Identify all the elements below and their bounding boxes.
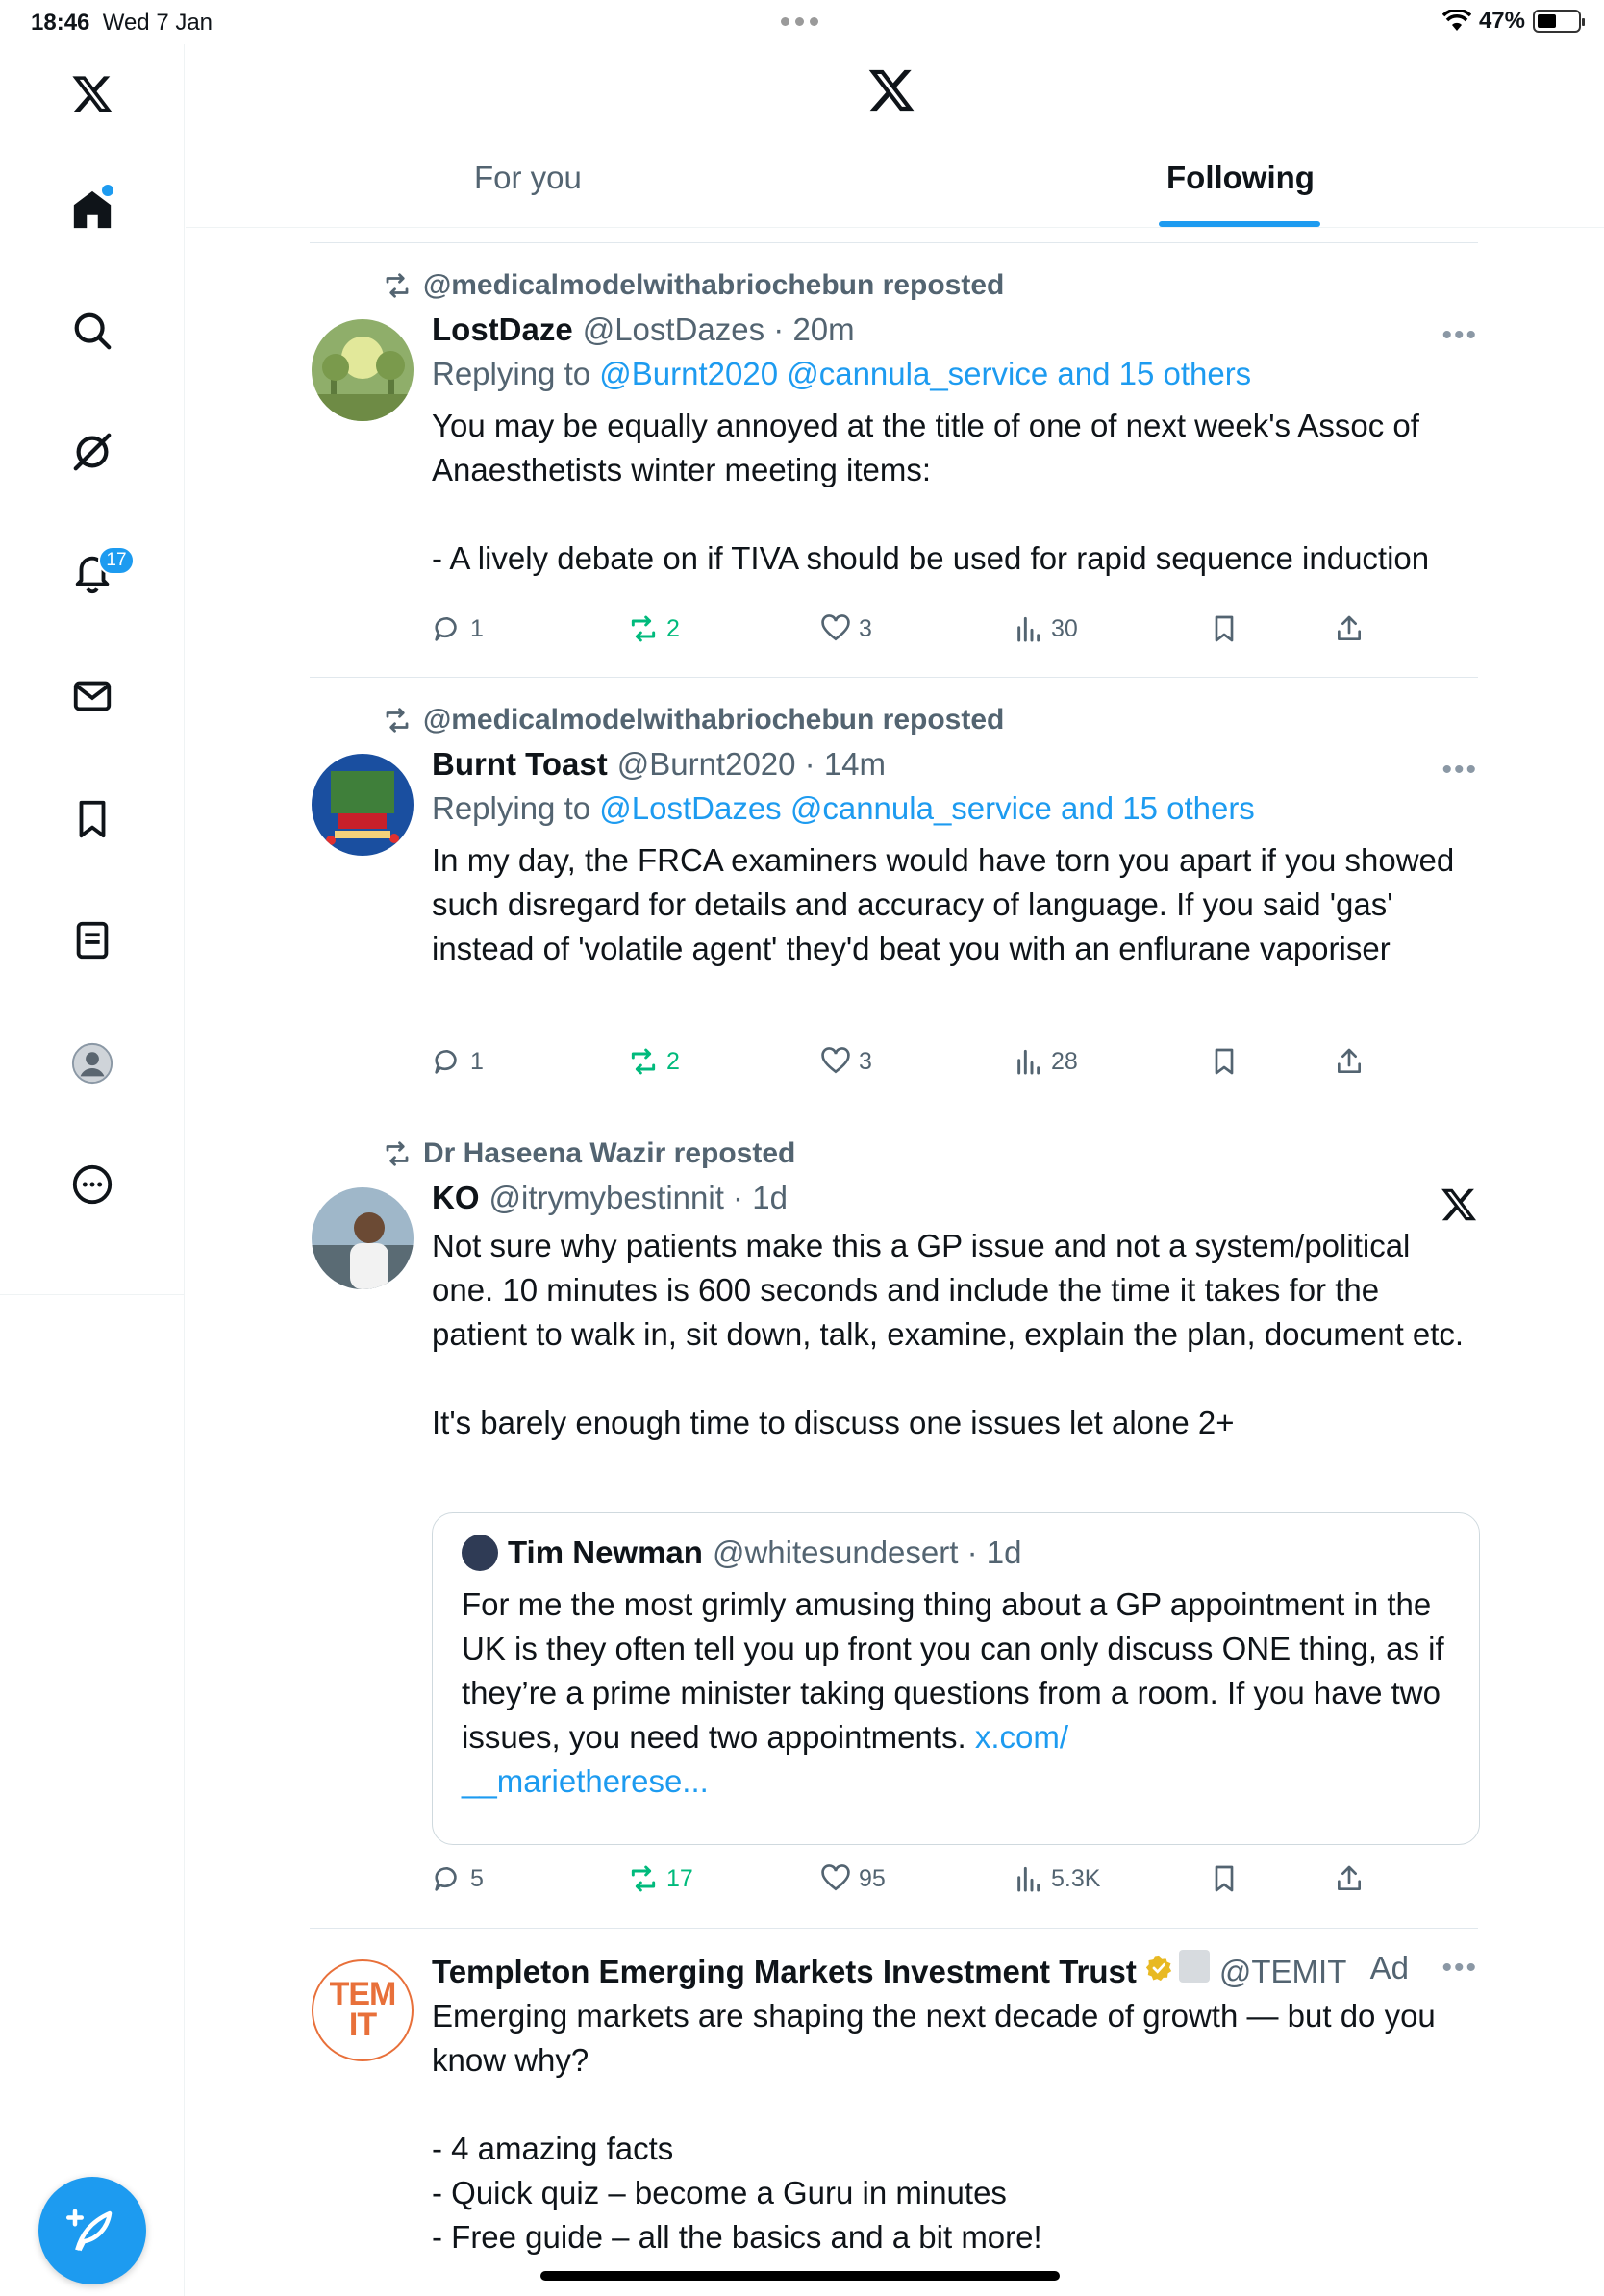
share-button[interactable] [1334,613,1365,644]
avatar[interactable] [312,1959,414,2061]
author-handle[interactable]: @TEMIT [1218,1954,1347,1989]
sidebar-divider [0,1294,185,1295]
advertiser-logo-text: TEM IT [329,1976,396,2043]
author-name[interactable]: KO [432,1180,480,1215]
reply-icon [432,613,463,644]
more-options-icon[interactable]: ••• [1441,754,1478,786]
x-logo-icon[interactable] [1440,1185,1478,1224]
bookmark-icon [1209,613,1240,644]
repost-icon [383,271,412,300]
status-time: 18:46 Wed 7 Jan [31,10,213,36]
reply-mentions-link[interactable]: @Burnt2020 @cannula_service and 15 others [599,356,1252,391]
post-text: Not sure why patients make this a GP issue and not a system/political one. 10 minutes is 600 seconds and include the time it takes for the patient to walk in, sit down, talk, examine, explain the plan, document etc. It's barely enough time to discuss one issues let alone 2+ [432,1228,1465,1440]
views-button[interactable]: 30 [1013,613,1078,644]
repost-button[interactable]: 17 [628,1863,693,1894]
more-options-icon[interactable]: ••• [1441,1952,1478,1984]
like-button[interactable]: 95 [820,1863,886,1894]
author-name[interactable]: LostDaze [432,312,573,347]
compose-post-button[interactable] [38,2177,146,2284]
lists-icon[interactable] [58,906,127,975]
affiliate-badge-icon [1179,1950,1210,1983]
heart-icon [820,1863,851,1894]
bookmark-button[interactable] [1209,1046,1240,1077]
reply-mentions-link[interactable]: @LostDazes @cannula_service and 15 others [599,790,1255,826]
author-name[interactable]: Templeton Emerging Markets Investment Trust [432,1954,1137,1989]
share-icon [1334,613,1365,644]
author-handle[interactable]: @itrymybestinnit · 1d [489,1180,788,1215]
post-text: In my day, the FRCA examiners would have torn you apart if you showed such disregard for details and accuracy of language. If you said 'gas' instead of 'volatile agent' they'd beat you with an enflurane vaporiser [432,842,1464,966]
quote-avatar [462,1535,498,1571]
repost-icon [628,1046,659,1077]
author-handle[interactable]: @Burnt2020 · 14m [616,746,887,782]
views-button[interactable]: 28 [1013,1046,1078,1077]
bookmark-button[interactable] [1209,613,1240,644]
wifi-icon [1442,10,1471,33]
reply-icon [432,1046,463,1077]
x-logo-icon[interactable] [58,60,127,129]
author-handle[interactable]: @LostDazes · 20m [582,312,855,347]
author-name[interactable]: Burnt Toast [432,746,608,782]
avatar[interactable] [312,319,414,421]
quoted-post[interactable] [432,1512,1480,1845]
post-text: Emerging markets are shaping the next decade of growth — but do you know why? - 4 amazing facts - Quick quiz – become a Guru in minutes - Free guide – all the basics and a bit more! [432,1998,1436,2255]
bookmark-icon [1209,1863,1240,1894]
bookmark-icon [1209,1046,1240,1077]
analytics-icon [1013,613,1043,644]
analytics-icon [1013,1863,1043,1894]
x-logo-icon [866,65,916,115]
post-divider [310,677,1478,678]
post-actions [432,1863,1393,1902]
home-unread-dot [102,185,113,196]
search-icon[interactable] [58,296,127,365]
messages-icon[interactable] [58,661,127,731]
repost-icon [383,1139,412,1168]
battery-percent: 47% [1478,8,1525,34]
analytics-icon [1013,1046,1043,1077]
multitasking-dots[interactable] [781,17,818,26]
feather-plus-icon [66,2205,118,2257]
battery-icon [1533,10,1581,33]
notifications-badge: 17 [98,546,135,575]
repost-indicator: @medicalmodelwithabriochebun reposted [383,269,1004,302]
repost-button[interactable]: 2 [628,1046,680,1077]
bookmark-button[interactable] [1209,1863,1240,1894]
share-icon [1334,1046,1365,1077]
views-button[interactable]: 5.3K [1013,1863,1100,1894]
status-right [1442,8,1581,35]
post-actions [432,1046,1393,1085]
quote-author-name: Tim Newman [508,1535,703,1570]
timeline-header [186,44,1604,228]
like-button[interactable]: 3 [820,613,872,644]
repost-indicator: @medicalmodelwithabriochebun reposted [383,704,1004,736]
repost-icon [628,1863,659,1894]
heart-icon [820,613,851,644]
reply-button[interactable]: 5 [432,1863,484,1894]
post-actions [432,613,1393,652]
repost-icon [383,706,412,735]
like-button[interactable]: 3 [820,1046,872,1077]
status-bar [0,0,1604,44]
avatar[interactable] [312,1187,414,1289]
share-icon [1334,1863,1365,1894]
home-icon[interactable] [58,175,127,244]
feed-divider [310,242,1478,243]
bookmarks-icon[interactable] [58,785,127,854]
reply-icon [432,1863,463,1894]
reply-button[interactable]: 1 [432,1046,484,1077]
quote-text: For me the most grimly amusing thing about a GP appointment in the UK is they often tell you up front you can only discuss ONE thing, as if they’re a prime minister taking questions from a room. If you have two issues, you need two appointments. x.com/ __marietherese... [462,1586,1453,1799]
verified-badge-icon [1144,1954,1173,1983]
heart-icon [820,1046,851,1077]
tab-for-you[interactable]: For you [474,160,582,195]
more-options-icon[interactable] [58,1150,127,1219]
profile-avatar-icon[interactable] [58,1029,127,1098]
share-button[interactable] [1334,1046,1365,1077]
tab-following[interactable]: Following [1166,160,1315,195]
avatar[interactable] [312,754,414,856]
repost-icon [628,613,659,644]
reply-context: Replying to @LostDazes @cannula_service and 15 others [432,790,1255,826]
ad-label: Ad [1369,1950,1409,1985]
reply-button[interactable]: 1 [432,613,484,644]
post-divider [310,1928,1478,1929]
repost-button[interactable]: 2 [628,613,680,644]
active-tab-indicator [1159,221,1320,227]
sidebar [0,44,185,2296]
more-options-icon[interactable]: ••• [1441,319,1478,351]
quote-link[interactable]: x.com/ __marietherese... [462,1719,1069,1799]
repost-indicator: Dr Haseena Wazir reposted [383,1137,795,1170]
quote-author-handle: @whitesundesert · 1d [712,1535,1022,1570]
post-text: You may be equally annoyed at the title of one of next week's Assoc of Anaesthetists winter meeting items: - A lively debate on if TIVA should be used for rapid sequence induction [432,408,1430,576]
reply-context: Replying to @Burnt2020 @cannula_service and 15 others [432,356,1252,391]
notifications-bell-icon[interactable] [58,538,127,608]
home-indicator [540,2271,1060,2281]
share-button[interactable] [1334,1863,1365,1894]
grok-icon[interactable] [58,417,127,487]
